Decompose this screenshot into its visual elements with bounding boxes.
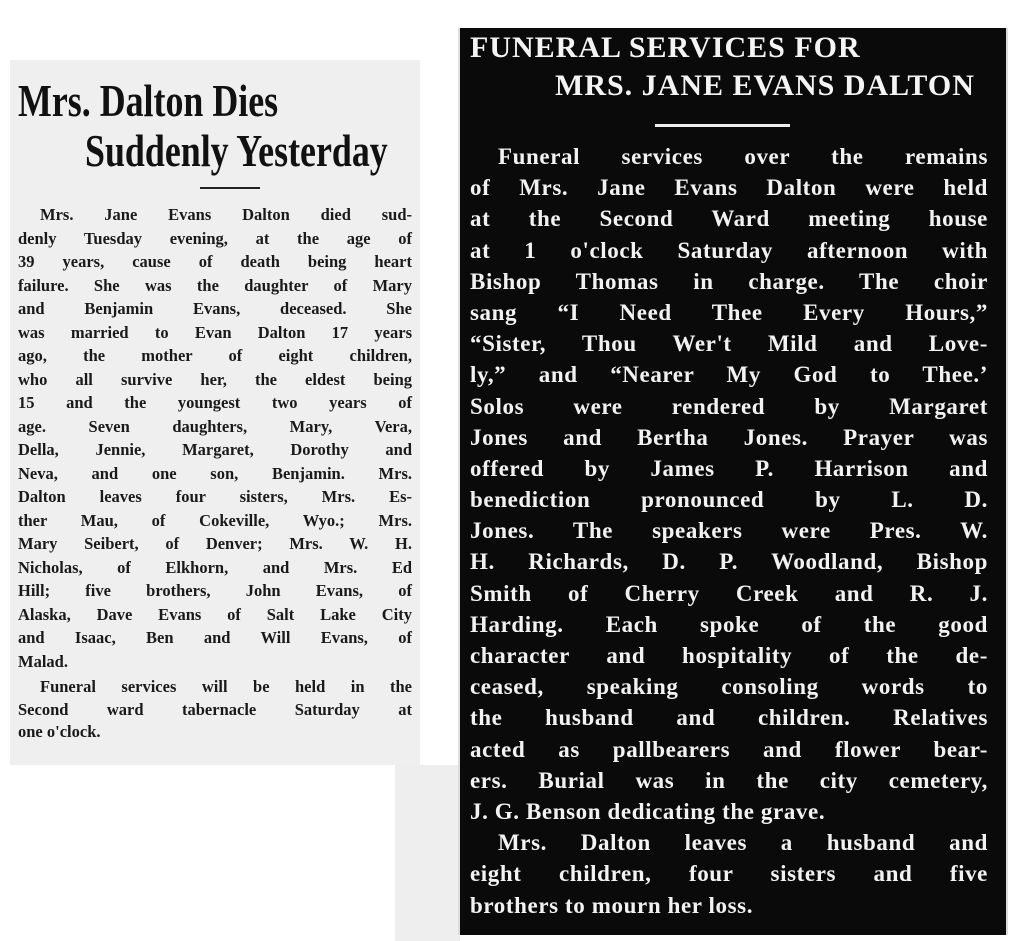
text-line: brothers to mourn her loss.: [470, 892, 754, 918]
text-line: at 1 o'clock Saturday afternoon with: [470, 237, 988, 263]
text-line: Second ward tabernacle Saturday at: [18, 699, 412, 719]
text-line: Neva, and one son, Benjamin. Mrs.: [18, 463, 412, 483]
text-line: the husband and children. Relatives: [470, 705, 988, 731]
text-line: offered by James P. Harrison and: [470, 455, 988, 481]
text-line: Bishop Thomas in charge. The choir: [470, 268, 988, 294]
text-line: benediction pronounced by L. D.: [470, 487, 988, 513]
text-line: Smith of Cherry Creek and R. J.: [470, 580, 988, 606]
scan-background: [395, 765, 460, 941]
text-line: Alaska, Dave Evans of Salt Lake City: [18, 604, 412, 624]
text-line: was married to Evan Dalton 17 years: [18, 322, 412, 342]
headline-divider: [200, 187, 260, 189]
text-line: Solos were rendered by Margaret: [470, 393, 988, 419]
obituary-headline-line-2: Suddenly Yesterday: [85, 125, 388, 176]
text-line: and Isaac, Ben and Will Evans, of: [18, 628, 412, 647]
text-line: J. G. Benson dedicating the grave.: [470, 798, 826, 824]
text-line: Mary Seibert, of Denver; Mrs. W. H.: [18, 534, 412, 553]
text-line: Harding. Each spoke of the good: [470, 611, 988, 637]
text-line: Hill; five brothers, John Evans, of: [18, 581, 412, 600]
funeral-headline-line-2: MRS. JANE EVANS DALTON: [555, 69, 975, 102]
text-line: age. Seven daughters, Mary, Vera,: [18, 416, 412, 436]
text-line: who all survive her, the eldest being: [18, 369, 412, 389]
obituary-paragraph-1: [18, 203, 412, 673]
text-line: Mrs. Dalton leaves a husband and: [498, 830, 988, 856]
text-line: H. Richards, D. P. Woodland, Bishop: [470, 549, 988, 575]
text-line: and Benjamin Evans, deceased. She: [18, 299, 412, 318]
text-line: Funeral services will be held in the: [40, 677, 412, 696]
text-line: 15 and the youngest two years of: [18, 393, 412, 412]
text-line: Funeral services over the remains: [498, 144, 988, 169]
text-line: Mrs. Jane Evans Dalton died sud-: [40, 205, 412, 224]
obituary-paragraph-2: [18, 676, 412, 744]
headline-divider: [655, 124, 790, 127]
text-line: at the Second Ward meeting house: [470, 206, 988, 232]
funeral-headline-line-1: FUNERAL SERVICES FOR: [470, 31, 861, 64]
text-line: failure. She was the daughter of Mary: [18, 275, 412, 295]
text-line: ceased, speaking consoling words to: [470, 674, 988, 700]
funeral-article-body: [470, 141, 988, 921]
text-line: denly Tuesday evening, at the age of: [18, 228, 412, 248]
text-line: of Mrs. Jane Evans Dalton were held: [470, 175, 988, 201]
text-line: character and hospitality of the de-: [470, 643, 988, 668]
text-line: one o'clock.: [18, 722, 101, 741]
text-line: ly,” and “Nearer My God to Thee.’: [470, 362, 988, 388]
text-line: eight children, four sisters and five: [470, 861, 988, 887]
text-line: Della, Jennie, Margaret, Dorothy and: [18, 440, 412, 459]
text-line: Jones and Bertha Jones. Prayer was: [470, 424, 988, 450]
text-line: Malad.: [18, 651, 68, 671]
text-line: ther Mau, of Cokeville, Wyo.; Mrs.: [18, 510, 412, 530]
text-line: Nicholas, of Elkhorn, and Mrs. Ed: [18, 557, 412, 577]
obituary-headline-line-1: Mrs. Dalton Dies: [18, 75, 279, 126]
text-line: Dalton leaves four sisters, Mrs. Es-: [18, 487, 412, 506]
text-line: sang “I Need Thee Every Hours,”: [470, 299, 988, 325]
text-line: 39 years, cause of death being heart: [18, 252, 412, 271]
text-line: ago, the mother of eight children,: [18, 346, 412, 365]
text-line: “Sister, Thou Wer't Mild and Love-: [470, 331, 988, 357]
text-line: ers. Burial was in the city cemetery,: [470, 767, 988, 793]
text-line: acted as pallbearers and flower bear-: [470, 736, 988, 762]
text-line: Jones. The speakers were Pres. W.: [470, 518, 988, 544]
